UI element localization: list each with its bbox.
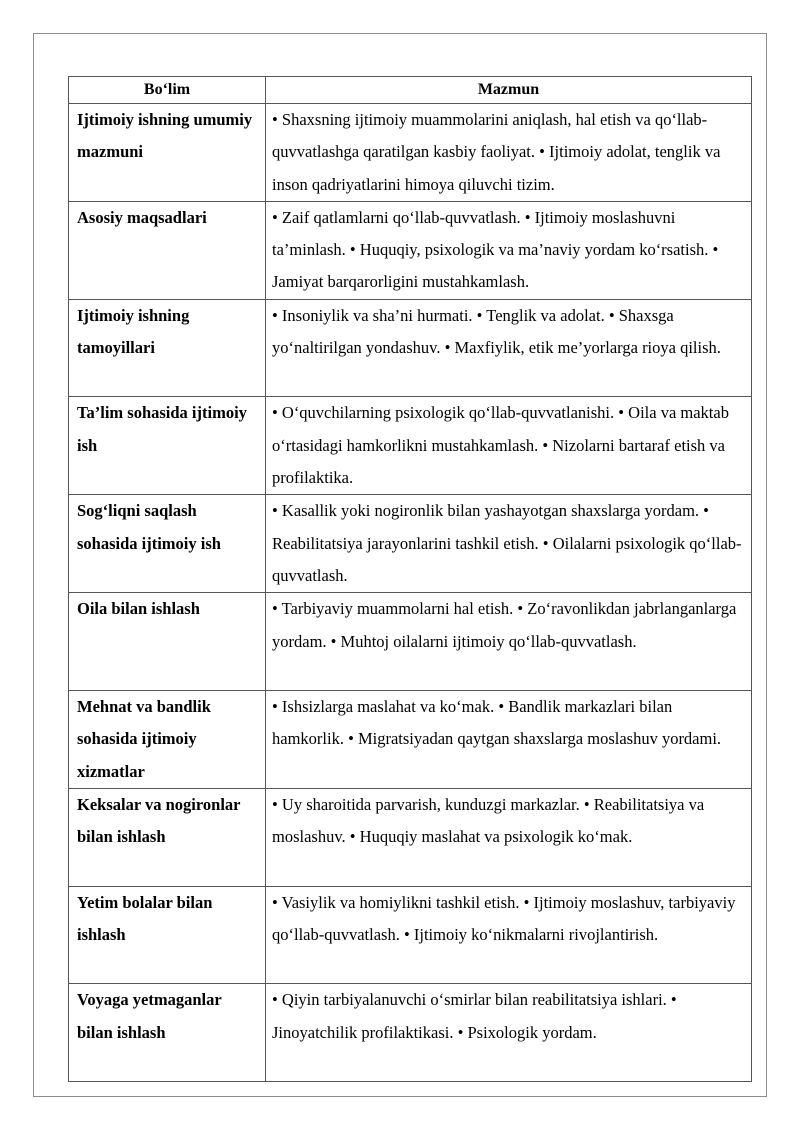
row-section-label: Ijtimoiy ishning tamoyillari (69, 299, 266, 397)
header-section: Bo‘lim (69, 77, 266, 104)
row-section-label: Keksalar va nogironlar bilan ishlash (69, 788, 266, 886)
row-content: • O‘quvchilarning psixologik qo‘llab-quvvatlanishi. • Oila va maktab o‘rtasidagi hamkorlikni mustahkamlash. • Nizolarni bartaraf etish va profilaktika. (266, 397, 752, 495)
row-content: • Uy sharoitida parvarish, kunduzgi markazlar. • Reabilitatsiya va moslashuv. • Huquqiy maslahat va psixologik ko‘mak. (266, 788, 752, 886)
row-section-label: Voyaga yetmaganlar bilan ishlash (69, 984, 266, 1082)
row-section-label: Ta’lim sohasida ijtimoiy ish (69, 397, 266, 495)
row-section-label: Mehnat va bandlik sohasida ijtimoiy xizmatlar (69, 690, 266, 788)
table-row (69, 201, 752, 299)
table-row (69, 104, 752, 202)
row-section-label: Sog‘liqni saqlash sohasida ijtimoiy ish (69, 495, 266, 593)
row-content: • Shaxsning ijtimoiy muammolarini aniqlash, hal etish va qo‘llab-quvvatlashga qaratilgan kasbiy faoliyat. • Ijtimoiy adolat, tenglik va inson qadriyatlarini himoya qiluvchi tizim. (266, 104, 752, 202)
row-section-label: Ijtimoiy ishning umumiy mazmuni (69, 104, 266, 202)
row-section-label: Oila bilan ishlash (69, 593, 266, 691)
row-content: • Vasiylik va homiylikni tashkil etish. • Ijtimoiy moslashuv, tarbiyaviy qo‘llab-quvvatlash. • Ijtimoiy ko‘nikmalarni rivojlantirish. (266, 886, 752, 984)
row-section-label: Asosiy maqsadlari (69, 201, 266, 299)
table-row (69, 788, 752, 886)
table-row (69, 397, 752, 495)
content-table (68, 76, 752, 1082)
table-row (69, 690, 752, 788)
row-content: • Ishsizlarga maslahat va ko‘mak. • Bandlik markazlari bilan hamkorlik. • Migratsiyadan qaytgan shaxslarga moslashuv yordami. (266, 690, 752, 788)
row-content: • Insoniylik va sha’ni hurmati. • Tenglik va adolat. • Shaxsga yo‘naltirilgan yondashuv. • Maxfiylik, etik me’yorlarga rioya qilish. (266, 299, 752, 397)
table-row (69, 886, 752, 984)
table-row (69, 984, 752, 1082)
table-row (69, 495, 752, 593)
header-content: Mazmun (266, 77, 752, 104)
table-header-row (69, 77, 752, 104)
row-content: • Qiyin tarbiyalanuvchi o‘smirlar bilan reabilitatsiya ishlari. • Jinoyatchilik profilaktikasi. • Psixologik yordam. (266, 984, 752, 1082)
table-row (69, 299, 752, 397)
row-content: • Zaif qatlamlarni qo‘llab-quvvatlash. • Ijtimoiy moslashuvni ta’minlash. • Huquqiy, psixologik va ma’naviy yordam ko‘rsatish. • Jamiyat barqarorligini mustahkamlash. (266, 201, 752, 299)
table-row (69, 593, 752, 691)
row-content: • Tarbiyaviy muammolarni hal etish. • Zo‘ravonlikdan jabrlanganlarga yordam. • Muhtoj oilalarni ijtimoiy qo‘llab-quvvatlash. (266, 593, 752, 691)
row-section-label: Yetim bolalar bilan ishlash (69, 886, 266, 984)
row-content: • Kasallik yoki nogironlik bilan yashayotgan shaxslarga yordam. • Reabilitatsiya jarayonlarini tashkil etish. • Oilalarni psixologik qo‘llab-quvvatlash. (266, 495, 752, 593)
